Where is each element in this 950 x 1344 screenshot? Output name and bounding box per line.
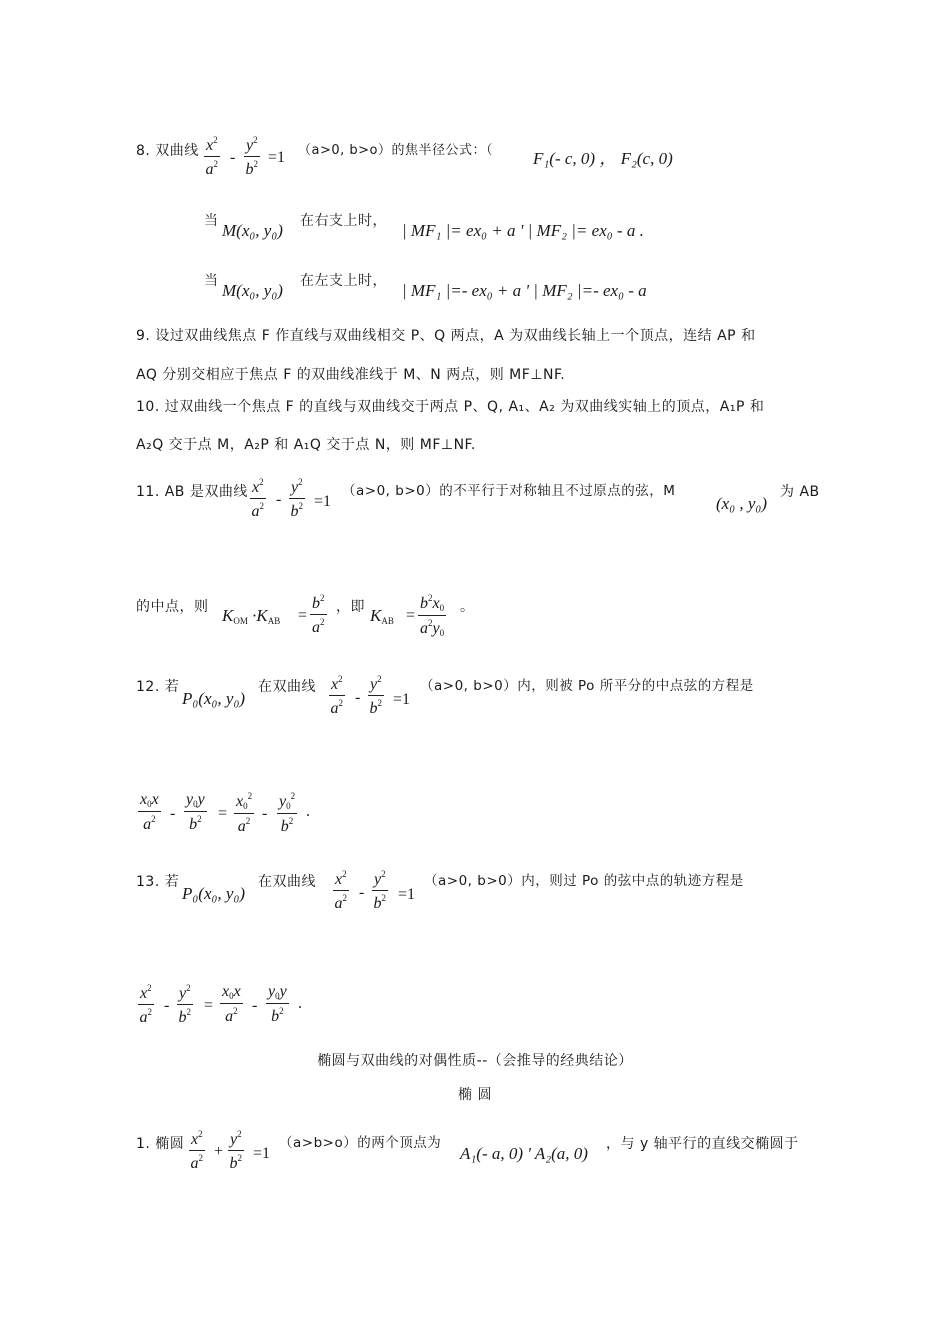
fraction-y2-b2: $y^2$ $b^2$ [290,477,304,520]
left-branch-prefix: 当 [204,273,219,289]
fraction-y0y-b2: $y_0y$ $b^2$ [268,983,287,1025]
fraction-x0sq-a2: $x_0^2$ $a^2$ [236,791,253,835]
right-branch-prefix: 当 [204,213,219,229]
equals-one: =1 [268,149,286,166]
item-12-mid: 在双曲线 [258,679,316,695]
item-9-line-2: AQ 分别交相应于焦点 F 的双曲线准线于 M、N 两点，则 MF⊥NF. [136,367,566,383]
item-11-mid-text: ，即 [336,599,365,615]
fraction-y2-b2: $y^2$ $b^2$ [178,983,192,1026]
ellipse-item-1-condition: （a>b>o）的两个顶点为 [279,1135,442,1151]
frac-num: $x^2$ [206,135,218,154]
fraction-x2-a2: $x^2$ $a^2$ [139,983,153,1026]
plus-sign: + [214,1143,224,1160]
k-ab: $K_{AB}$ [370,606,394,626]
minus-sign: - [355,689,361,706]
item-13-condition: （a>0, b>0）内，则过 Po 的弦中点的轨迹方程是 [424,873,744,889]
item-13-mid: 在双曲线 [258,874,316,890]
midpoint-coords: (x₀ , y₀) [716,494,767,513]
fraction-b2-a2: $b^2$ $a^2$ [312,593,325,636]
minus-sign: - [359,884,365,901]
equals-one: =1 [314,493,332,510]
fraction-x2-a2: $x^2$ $a^2$ [251,477,265,520]
fraction-x2-a2: $x^2$ $a^2$ [190,1129,204,1172]
point-p0: P₀(x₀, y₀) [182,689,246,708]
left-branch-point: M(x₀, y₀) [222,281,283,300]
minus-sign: - [262,805,268,822]
equals-one: =1 [393,691,411,708]
minus-sign: - [276,491,282,508]
right-branch-point: M(x₀, y₀) [222,221,283,240]
equals-sign: = [298,607,308,624]
equals-sign: = [204,997,214,1014]
equals-one: =1 [253,1145,271,1162]
period: . [298,995,302,1012]
minus-sign: - [170,805,176,822]
point-p0: P₀(x₀, y₀) [182,884,246,903]
fraction-x2-a2 [204,136,220,178]
section-subtitle: 椭 圆 [458,1087,492,1103]
equals-sign: = [406,607,416,624]
fraction-y2-b2: $y^2$ $b^2$ [373,869,387,912]
period: . [306,803,310,820]
item-9-line-1: 9. 设过双曲线焦点 F 作直线与双曲线相交 P、Q 两点，A 为双曲线长轴上一个顶点，连结 AP 和 [136,328,756,344]
section-title: 椭圆与双曲线的对偶性质--（会推导的经典结论） [317,1053,633,1069]
minus-sign: - [252,997,258,1014]
item-8-prefix: 8. 双曲线 [136,143,199,159]
right-branch-text: 在右支上时， [300,213,387,229]
ellipse-item-1-prefix: 1. 椭圆 [136,1136,185,1152]
right-branch-formula: | MF₁ |= ex₀ + a ' | MF₂ |= ex₀ - a . [402,221,644,240]
item-11-prefix: 11. AB 是双曲线 [136,484,248,500]
left-branch-formula: | MF₁ |=- ex₀ + a ' | MF₂ |=- ex₀ - a [402,281,647,300]
fraction-y2-b2: $y^2$ $b^2$ [245,135,259,178]
item-13-prefix: 13. 若 [136,874,180,890]
equals-sign: = [218,805,228,822]
item-10-line-1: 10. 过双曲线一个焦点 F 的直线与双曲线交于两点 P、Q, A₁、A₂ 为双曲线实轴上的顶点，A₁P 和 [136,399,765,415]
fraction-y2-b2: $y^2$ $b^2$ [229,1129,243,1172]
equals-one: =1 [398,886,416,903]
fraction-x0x-a2: $x_0x$ $a^2$ [222,983,241,1025]
item-11-condition: （a>0, b>0）的不平行于对称轴且不过原点的弦，M [342,483,676,499]
k-product: $K_{OM} \cdot K_{AB}$ [222,606,281,626]
ellipse-item-1-suffix: ，与 y 轴平行的直线交椭圆于 [606,1136,799,1152]
fraction-b2x0-a2y0: $b^2x_0$ $a^2y_0$ [420,593,445,638]
vertex-points: A₁(- a, 0) ' A₂(a, 0) [460,1144,588,1163]
item-12-condition: （a>0, b>0）内，则被 Po 所平分的中点弦的方程是 [420,678,754,694]
fraction-y2-b2: $y^2$ $b^2$ [369,674,383,717]
foci-formula: F₁(- c, 0) ， F₂(c, 0) [533,149,673,168]
item-11-suffix: 为 AB [780,484,820,500]
minus-sign: - [164,997,170,1014]
fraction-x2-a2: $x^2$ $a^2$ [334,869,348,912]
left-branch-text: 在左支上时， [300,273,387,289]
frac-den: $a^2$ [205,159,219,178]
minus-sign: - [230,149,236,166]
fraction-x2-a2: $x^2$ $a^2$ [330,674,344,717]
item-12-prefix: 12. 若 [136,679,180,695]
item-10-line-2: A₂Q 交于点 M，A₂P 和 A₁Q 交于点 N，则 MF⊥NF. [136,437,476,453]
fraction-y0sq-b2: $y_0^2$ $b^2$ [279,791,296,835]
fraction-y0y-b2: $y_0y$ $b^2$ [186,791,205,833]
item-11-end: 。 [460,599,475,615]
fraction-x0x-a2: $x_0x$ $a^2$ [140,791,159,833]
item-8-condition: （a>0, b>o）的焦半径公式：（ [298,143,493,158]
item-11-line2-prefix: 的中点，则 [136,599,209,615]
